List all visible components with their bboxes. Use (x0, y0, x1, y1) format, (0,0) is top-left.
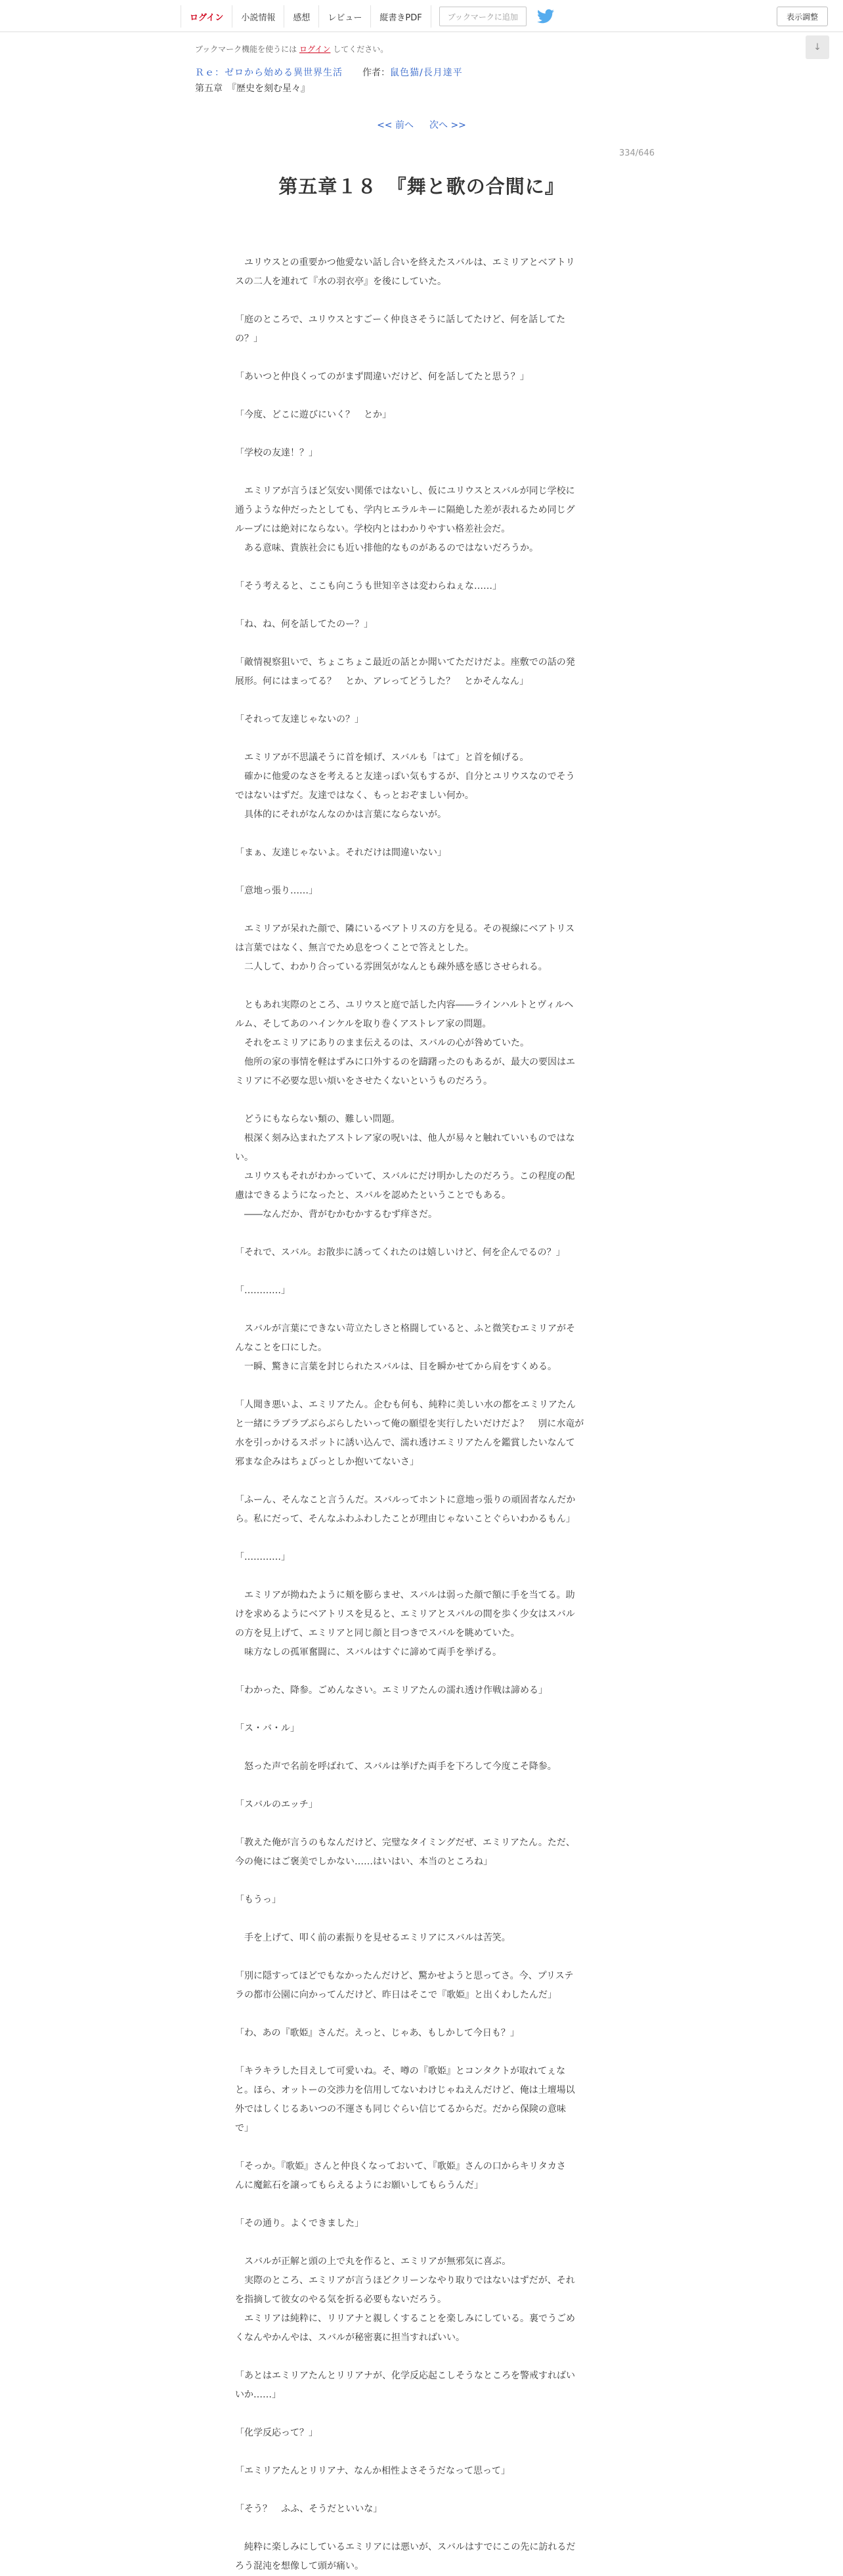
novel-line (235, 691, 632, 710)
novel-line: 「エミリアたんとリリアナ、なんか相性よさそうだなって思って」 (235, 2466, 511, 2476)
novel-line: 「化学反応って？」 (235, 2428, 318, 2438)
novel-line: 「今度、どこに遊びにいく？ とか」 (235, 410, 391, 420)
novel-line: 「教えた俺が言うのもなんだけど、完璧なタイミングだぜ、エミリアたん。ただ、 (235, 1837, 575, 1848)
header-nav (181, 5, 555, 28)
novel-line: いか……」 (235, 2390, 281, 2400)
novel-line: どうにもならない類の、難しい問題。 (235, 1114, 400, 1125)
novel-line: 「そっか。『歌姫』さんと仲良くなっておいて、『歌姫』さんの口からキリタカさ (235, 2161, 566, 2172)
novel-line: 「キラキラした目えして可愛いね。そ、噂の『歌姫』とコンタクトが取れてぇな (235, 2066, 566, 2076)
novel-line: 「わ、あの『歌姫』さんだ。えっと、じゃあ、もしかして今日も？」 (235, 2028, 519, 2038)
novel-line: ルム、そしてあのハインケルを取り巻くアストレア家の問題。 (235, 1019, 492, 1029)
notice-login-link[interactable]: ログイン (299, 45, 331, 54)
prev-episode-link[interactable]: << 前へ (377, 120, 414, 131)
novel-line: ループには絶対にならない。学校内とはわかりやすい格差社会だ。 (235, 524, 511, 534)
author-label: 作者： (362, 68, 390, 78)
novel-line (235, 234, 632, 253)
impressions-link[interactable]: 感想 (284, 5, 319, 28)
novel-line (235, 1948, 632, 1967)
novel-line: い。 (235, 1152, 253, 1163)
add-bookmark-button[interactable]: ブックマークに追加 (439, 7, 527, 26)
novel-line: エミリアが言うほど気安い関係ではないし、仮にユリウスとスバルが同じ学校に (235, 486, 575, 496)
novel-line: んに魔鉱石を譲ってもらえるようにお願いしてもらうんだ」 (235, 2180, 483, 2191)
novel-line: 「別に隠すってほどでもなかったんだけど、驚かせようと思ってさ。今、プリステ (235, 1971, 574, 1981)
novel-line (235, 1262, 632, 1281)
novel-line (235, 825, 632, 844)
next-episode-link[interactable]: 次へ >> (429, 120, 466, 131)
novel-line (235, 291, 632, 311)
novel-line: スの二人を連れて『水の羽衣亭』を後にしていた。 (235, 276, 446, 287)
notice-text-before: ブックマーク機能を使うには (195, 45, 299, 54)
novel-line: ら。私にだって、そんなふわふわしたことが理由じゃないことぐらいわかるもん」 (235, 1514, 575, 1524)
novel-line (235, 1776, 632, 1795)
novel-line (235, 1472, 632, 1491)
novel-line: ろう混沌を想像して頭が痛い。 (235, 2561, 364, 2571)
top-header-bar (0, 0, 843, 32)
novel-line: ユリウスとの重要かつ他愛ない話し合いを終えたスバルは、エミリアとベアトリ (235, 257, 575, 268)
review-link[interactable]: レビュー (319, 5, 371, 28)
novel-line (235, 1910, 632, 1929)
novel-line: ラの都市公園に向かってんだけど、昨日はそこで『歌姫』と出くわしたんだ」 (235, 1990, 557, 2000)
novel-line (235, 1738, 632, 1757)
novel-info-link[interactable]: 小説情報 (232, 5, 284, 28)
novel-line: エミリアは純粋に、リリアナと親しくすることを楽しみにしている。裏でうごめ (235, 2313, 575, 2324)
novel-line (235, 387, 632, 406)
novel-line (235, 1224, 632, 1243)
novel-line: 「その通り。よくできました」 (235, 2218, 364, 2229)
novel-line: 「そう考えると、ここも向こうも世知辛さは変わらねぇな……」 (235, 581, 502, 591)
novel-line: スバルが言葉にできない苛立たしさと格闘していると、ふと微笑むエミリアがそ (235, 1323, 575, 1334)
novel-line: エミリアが呆れた顔で、隣にいるベアトリスの方を見る。その視線にベアトリス (235, 924, 575, 934)
novel-line: 「わかった、降参。ごめんなさい。エミリアたんの濡れ透け作戦は諦める」 (235, 1685, 548, 1696)
novel-line (235, 2519, 632, 2538)
episode-pager (0, 118, 843, 131)
novel-line: 「…………」 (235, 1285, 290, 1296)
novel-line: くなんやかんやは、スバルが秘密裏に担当すればいい。 (235, 2332, 465, 2343)
novel-line: 純粋に楽しみにしているエミリアには悪いが、スバルはすでにこの先に訪れるだ (235, 2542, 576, 2552)
novel-line (235, 463, 632, 482)
novel-line: ある意味、貴族社会にも近い排他的なものがあるのではないだろうか。 (235, 543, 538, 553)
novel-line: 「あいつと仲良くってのがまず間違いだけど、何を話してたと思う？」 (235, 372, 529, 382)
display-settings-button[interactable]: 表示調整 (777, 7, 828, 26)
novel-line: 怒った声で名前を呼ばれて、スバルは挙げた両手を下ろして今度こそ降参。 (235, 1761, 557, 1772)
login-notice (195, 43, 388, 54)
author-link[interactable]: 鼠色猫/長月達平 (390, 68, 463, 78)
novel-line (235, 1529, 632, 1548)
scroll-down-icon[interactable]: ↓ (806, 35, 829, 59)
novel-line: 慮はできるようになったと、スバルを認めたということでもある。 (235, 1190, 511, 1201)
novel-line: 一瞬、驚きに言葉を封じられたスバルは、目を瞬かせてから肩をすくめる。 (235, 1362, 557, 1372)
novel-line (235, 634, 632, 653)
novel-line (235, 1814, 632, 1834)
novel-line: 手を上げて、叩く前の素振りを見せるエミリアにスバルは苦笑。 (235, 1933, 511, 1943)
novel-line: 「ね、ね、何を話してたのー？」 (235, 619, 373, 630)
novel-line: 「敵情視察狙いで、ちょこちょこ最近の話とか聞いてただけだよ。座敷での話の発 (235, 657, 575, 668)
novel-line (235, 1872, 632, 1891)
novel-line (235, 1091, 632, 1110)
login-link[interactable]: ログイン (181, 5, 232, 28)
novel-line (235, 349, 632, 368)
novel-line: 「それって友達じゃないの？」 (235, 714, 364, 725)
novel-line (235, 596, 632, 615)
novel-line (235, 901, 632, 920)
novel-line: 味方なしの孤軍奮闘に、スバルはすぐに諦めて両手を挙げる。 (235, 1647, 502, 1658)
novel-line (235, 729, 632, 748)
novel-line (235, 2138, 632, 2157)
novel-body (235, 234, 632, 2576)
novel-line: 「もうっ」 (235, 1895, 281, 1905)
novel-line: ユリウスもそれがわかっていて、スバルにだけ明かしたのだろう。この程度の配 (235, 1171, 575, 1182)
series-info (195, 66, 463, 79)
novel-line: 今の俺にはご褒美でしかない……はいはい、本当のところね」 (235, 1857, 492, 1867)
novel-line: 「ふーん、そんなこと言うんだ。スバルってホントに意地っ張りの頑固者なんだか (235, 1495, 576, 1505)
vertical-pdf-link[interactable]: 縦書きPDF (371, 5, 431, 28)
novel-line (235, 2233, 632, 2252)
novel-line: 「それで、スバル。お散歩に誘ってくれたのは嬉しいけど、何を企んでるの？」 (235, 1247, 565, 1258)
novel-line (235, 1700, 632, 1719)
novel-line (235, 2443, 632, 2462)
novel-line: けを求めるようにベアトリスを見ると、エミリアとスバルの間を歩く少女はスバル (235, 1609, 575, 1620)
episode-counter: 334/646 (618, 148, 655, 158)
novel-line: ではないはずだ。友達ではなく、もっとおぞましい何か。 (235, 790, 474, 801)
novel-line: 「ス・バ・ル」 (235, 1723, 299, 1734)
novel-line: 確かに他愛のなさを考えると友達っぽい気もするが、自分とユリウスなのでそう (235, 771, 575, 782)
novel-line: 根深く刻み込まれたアストレア家の呪いは、他人が易々と触れていいものではな (235, 1133, 575, 1144)
novel-line: 水を引っかけるスポットに誘い込んで、濡れ透けエミリアたんを鑑賞したいなんて (235, 1438, 575, 1448)
novel-line (235, 2348, 632, 2367)
novel-line: 邪まな企みはちょびっとしか抱いてないさ」 (235, 1457, 419, 1467)
novel-line: ――なんだか、背がむかむかするむず痒さだ。 (235, 1209, 437, 1220)
novel-line: ミリアに不必要な思い煩いをさせたくないというものだろう。 (235, 1076, 492, 1086)
novel-line (235, 2405, 632, 2424)
novel-line (235, 2005, 632, 2024)
novel-line: 他所の家の事情を軽はずみに口外するのを躊躇ったのもあるが、最大の要因はエ (235, 1057, 575, 1067)
novel-line: 「学校の友達！？」 (235, 448, 318, 458)
chapter-name: 第五章 『歴史を刻む星々』 (195, 83, 310, 94)
novel-line (235, 2043, 632, 2062)
novel-line (235, 1567, 632, 1586)
novel-line: 二人して、わかり合っている雰囲気がなんとも疎外感を感じさせられる。 (235, 962, 548, 972)
novel-line: 外ではしくじるあいつの不運さも同じぐらい信じてるからだ。だから保険の意味 (235, 2104, 566, 2114)
novel-line: 展形。何にはまってる？ とか、アレってどうした？ とかそんなん」 (235, 676, 529, 687)
novel-line (235, 425, 632, 444)
novel-line: スバルが正解と頭の上で丸を作ると、エミリアが無邪気に喜ぶ。 (235, 2256, 511, 2267)
novel-line: 「意地っ張り……」 (235, 886, 318, 896)
novel-line: それをエミリアにありのまま伝えるのは、スバルの心が咎めていた。 (235, 1038, 529, 1048)
novel-line: 「そう？ ふふ、そうだといいな」 (235, 2504, 383, 2514)
novel-line: を指摘して彼女のやる気を折る必要もないだろう。 (235, 2294, 446, 2305)
novel-line: 通うような仲だったとしても、学内ヒエラルキーに隔絶した差が表れるため同じグ (235, 505, 575, 515)
novel-line (235, 1300, 632, 1320)
novel-line (235, 863, 632, 882)
novel-line: 実際のところ、エミリアが言うほどクリーンなやり取りではないはずだが、それ (235, 2275, 575, 2286)
series-title-link[interactable]: Ｒｅ：ゼロから始める異世界生活 (195, 68, 343, 78)
notice-text-after: してください。 (330, 45, 389, 54)
novel-line: エミリアが拗ねたように頬を膨らませ、スバルは弱った顔で額に手を当てる。助 (235, 1590, 575, 1600)
novel-line (235, 1377, 632, 1396)
novel-line: 「人聞き悪いよ、エミリアたん。企むも何も、純粋に美しい水の都をエミリアたん (235, 1400, 576, 1410)
novel-line: 「あとはエミリアたんとリリアナが、化学反応起こしそうなところを警戒すればい (235, 2371, 575, 2381)
novel-line: 「スバルのエッチ」 (235, 1799, 318, 1810)
novel-line (235, 977, 632, 996)
twitter-icon[interactable] (537, 9, 555, 24)
novel-line: と。ほら、オットーの交渉力を信用してないわけじゃねえんだけど、俺は土壇場以 (235, 2085, 575, 2095)
novel-line: は言葉ではなく、無言でため息をつくことで答えとした。 (235, 943, 474, 953)
novel-line: んなことを口にした。 (235, 1342, 327, 1353)
novel-line (235, 2195, 632, 2214)
novel-line: の？」 (235, 333, 263, 344)
novel-line (235, 558, 632, 577)
novel-line: ともあれ実際のところ、ユリウスと庭で話した内容――ラインハルトとヴィルヘ (235, 1000, 574, 1010)
novel-line: 具体的にそれがなんなのかは言葉にならないが。 (235, 809, 446, 820)
novel-line: の方を見上げて、エミリアと同じ顔と目つきでスバルを眺めていた。 (235, 1628, 520, 1639)
episode-title: 第五章１８ 『舞と歌の合間に』 (278, 175, 565, 198)
novel-line: で」 (235, 2123, 253, 2134)
novel-line: 「…………」 (235, 1552, 290, 1562)
novel-line (235, 2481, 632, 2500)
novel-line (235, 1662, 632, 1681)
novel-line: エミリアが不思議そうに首を傾げ、スバルも「はて」と首を傾げる。 (235, 752, 529, 763)
novel-line: と一緒にラブラブぶらぶらしたいって俺の願望を実行したいだけだよ？ 別に水竜が (235, 1419, 584, 1429)
novel-line: 「庭のところで、ユリウスとすごーく仲良さそうに話してたけど、何を話してた (235, 314, 566, 325)
novel-line: 「まぁ、友達じゃないよ。それだけは間違いない」 (235, 848, 446, 858)
